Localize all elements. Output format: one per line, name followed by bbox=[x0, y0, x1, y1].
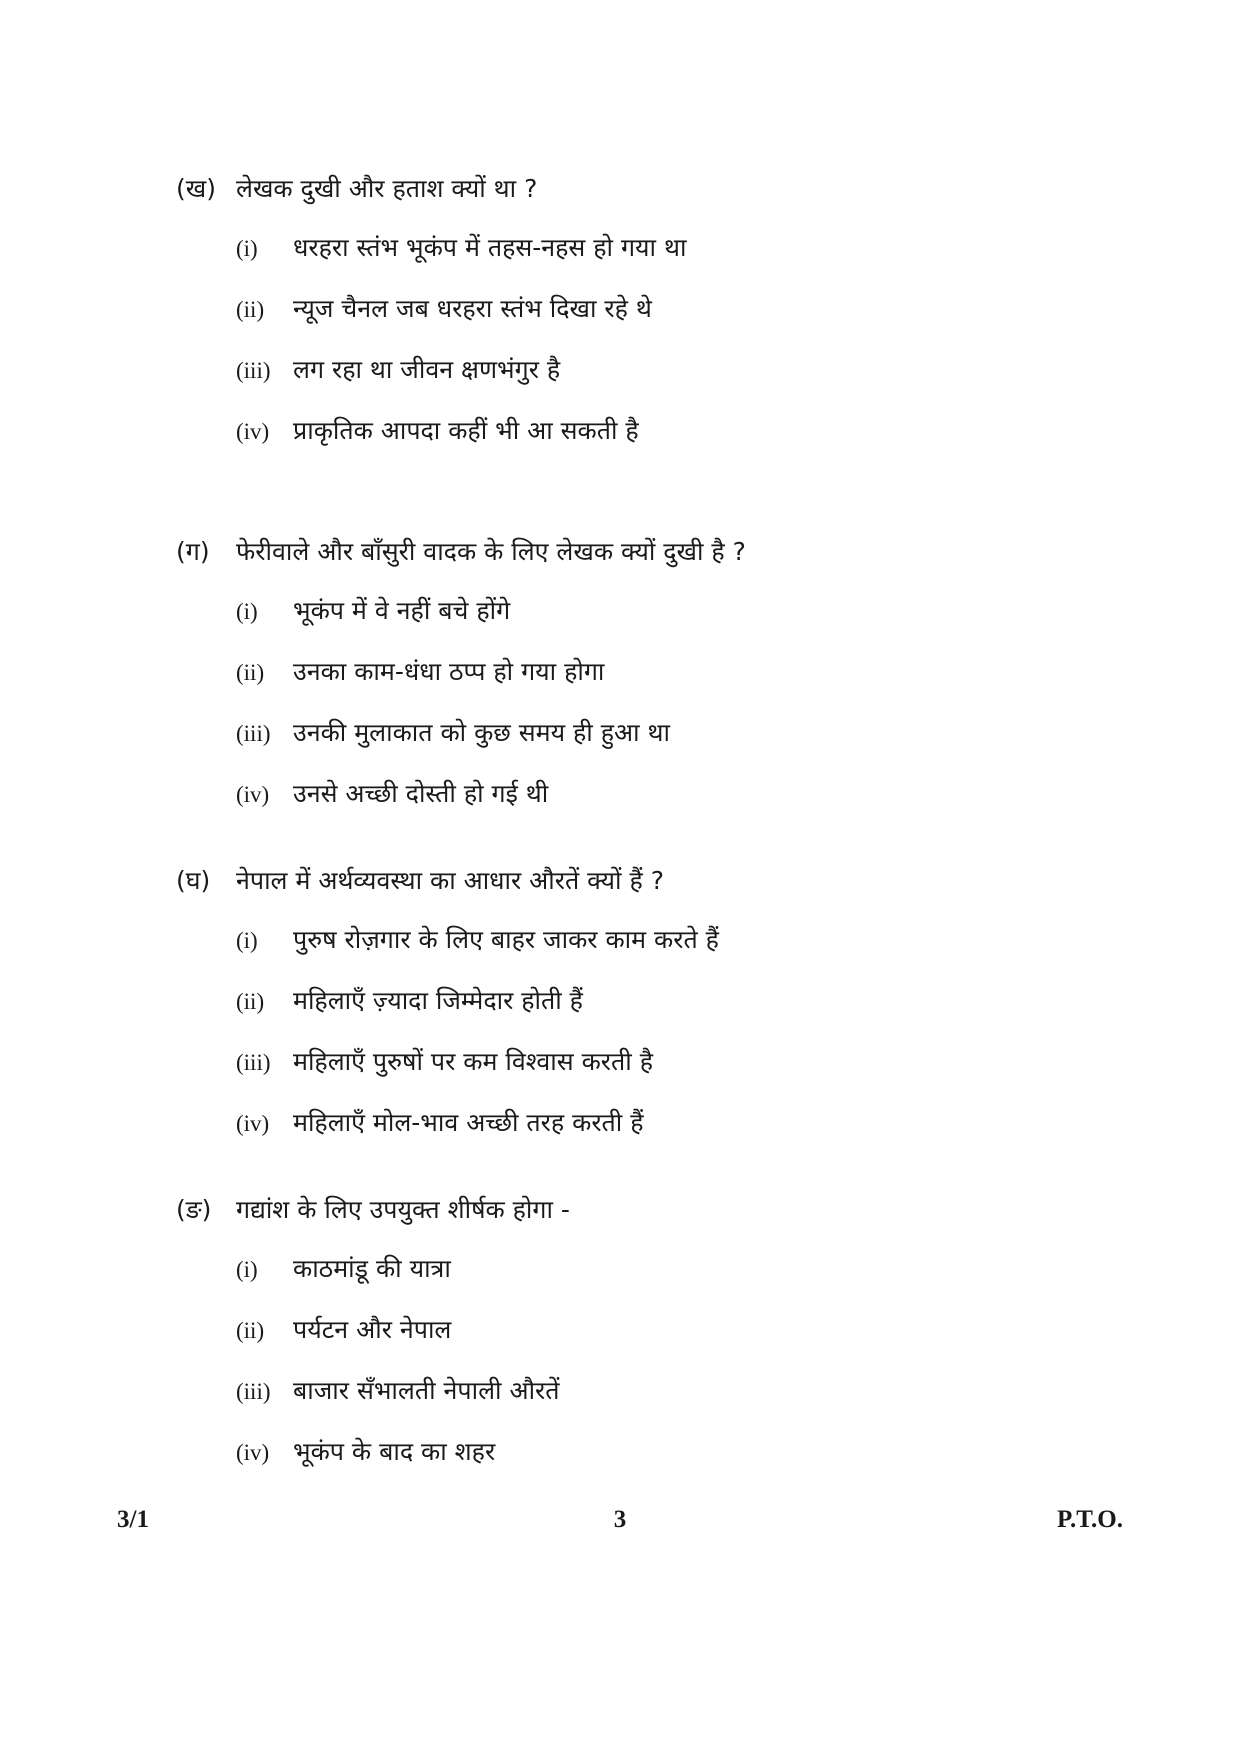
question-gha bbox=[176, 864, 1176, 1140]
option-number: (iv) bbox=[236, 419, 270, 444]
option-number: (i) bbox=[236, 1257, 258, 1282]
option-item bbox=[236, 594, 1176, 628]
option-item bbox=[236, 1045, 1176, 1079]
question-label: (ख) bbox=[176, 174, 216, 203]
option-text: बाजार सँभालती नेपाली औरतें bbox=[293, 1376, 560, 1405]
option-number: (i) bbox=[236, 599, 258, 624]
option-text: महिलाएँ पुरुषों पर कम विश्वास करती है bbox=[293, 1047, 653, 1076]
option-text: प्राकृतिक आपदा कहीं भी आ सकती है bbox=[293, 416, 639, 445]
option-text: न्यूज चैनल जब धरहरा स्तंभ दिखा रहे थे bbox=[293, 294, 652, 323]
option-number: (iii) bbox=[236, 1379, 271, 1404]
question-heading bbox=[176, 1193, 1176, 1227]
option-item bbox=[236, 923, 1176, 957]
option-number: (ii) bbox=[236, 297, 265, 322]
option-text: भूकंप में वे नहीं बचे होंगे bbox=[293, 596, 511, 625]
option-text: पर्यटन और नेपाल bbox=[293, 1315, 452, 1344]
option-item bbox=[236, 1106, 1176, 1140]
question-text: नेपाल में अर्थव्यवस्था का आधार औरतें क्यों हैं ? bbox=[236, 866, 664, 895]
question-nga bbox=[176, 1193, 1176, 1469]
option-item bbox=[236, 414, 1176, 448]
option-item bbox=[236, 1313, 1176, 1347]
option-number: (ii) bbox=[236, 1318, 265, 1343]
question-heading bbox=[176, 535, 1176, 569]
option-number: (i) bbox=[236, 236, 258, 261]
option-text: लग रहा था जीवन क्षणभंगुर है bbox=[293, 355, 561, 384]
question-text: लेखक दुखी और हताश क्यों था ? bbox=[236, 174, 538, 203]
please-turn-over: P.T.O. bbox=[1057, 1506, 1123, 1533]
question-heading bbox=[176, 864, 1176, 898]
option-number: (iv) bbox=[236, 1440, 270, 1465]
question-text: फेरीवाले और बाँसुरी वादक के लिए लेखक क्यों दुखी है ? bbox=[236, 537, 746, 566]
option-text: उनकी मुलाकात को कुछ समय ही हुआ था bbox=[293, 718, 670, 747]
option-number: (iv) bbox=[236, 782, 270, 807]
option-item bbox=[236, 716, 1176, 750]
option-text: उनसे अच्छी दोस्ती हो गई थी bbox=[293, 779, 549, 808]
page-number: 3 bbox=[613, 1506, 627, 1533]
option-text: पुरुष रोज़गार के लिए बाहर जाकर काम करते हैं bbox=[293, 925, 719, 954]
option-item bbox=[236, 1374, 1176, 1408]
option-text: महिलाएँ ज़्यादा जिम्मेदार होती हैं bbox=[293, 986, 583, 1015]
option-text: उनका काम-धंधा ठप्प हो गया होगा bbox=[293, 657, 605, 686]
paper-code: 3/1 bbox=[117, 1506, 149, 1533]
option-item bbox=[236, 353, 1176, 387]
option-number: (iii) bbox=[236, 1050, 271, 1075]
option-item bbox=[236, 292, 1176, 326]
option-item bbox=[236, 231, 1176, 265]
question-label: (ग) bbox=[176, 537, 210, 566]
option-item bbox=[236, 655, 1176, 689]
option-text: काठमांडू की यात्रा bbox=[293, 1254, 451, 1283]
option-text: धरहरा स्तंभ भूकंप में तहस-नहस हो गया था bbox=[293, 233, 687, 262]
question-kha bbox=[176, 172, 1176, 448]
option-number: (i) bbox=[236, 928, 258, 953]
option-item bbox=[236, 777, 1176, 811]
option-number: (ii) bbox=[236, 660, 265, 685]
option-number: (iv) bbox=[236, 1111, 270, 1136]
question-ga bbox=[176, 535, 1176, 811]
question-text: गद्यांश के लिए उपयुक्त शीर्षक होगा - bbox=[236, 1195, 570, 1224]
option-text: भूकंप के बाद का शहर bbox=[293, 1437, 496, 1466]
option-number: (iii) bbox=[236, 358, 271, 383]
question-label: (ङ) bbox=[176, 1195, 212, 1224]
option-number: (iii) bbox=[236, 721, 271, 746]
option-text: महिलाएँ मोल-भाव अच्छी तरह करती हैं bbox=[293, 1108, 644, 1137]
option-item bbox=[236, 1252, 1176, 1286]
option-number: (ii) bbox=[236, 989, 265, 1014]
option-item bbox=[236, 1435, 1176, 1469]
question-label: (घ) bbox=[176, 866, 211, 895]
option-item bbox=[236, 984, 1176, 1018]
question-heading bbox=[176, 172, 1176, 206]
